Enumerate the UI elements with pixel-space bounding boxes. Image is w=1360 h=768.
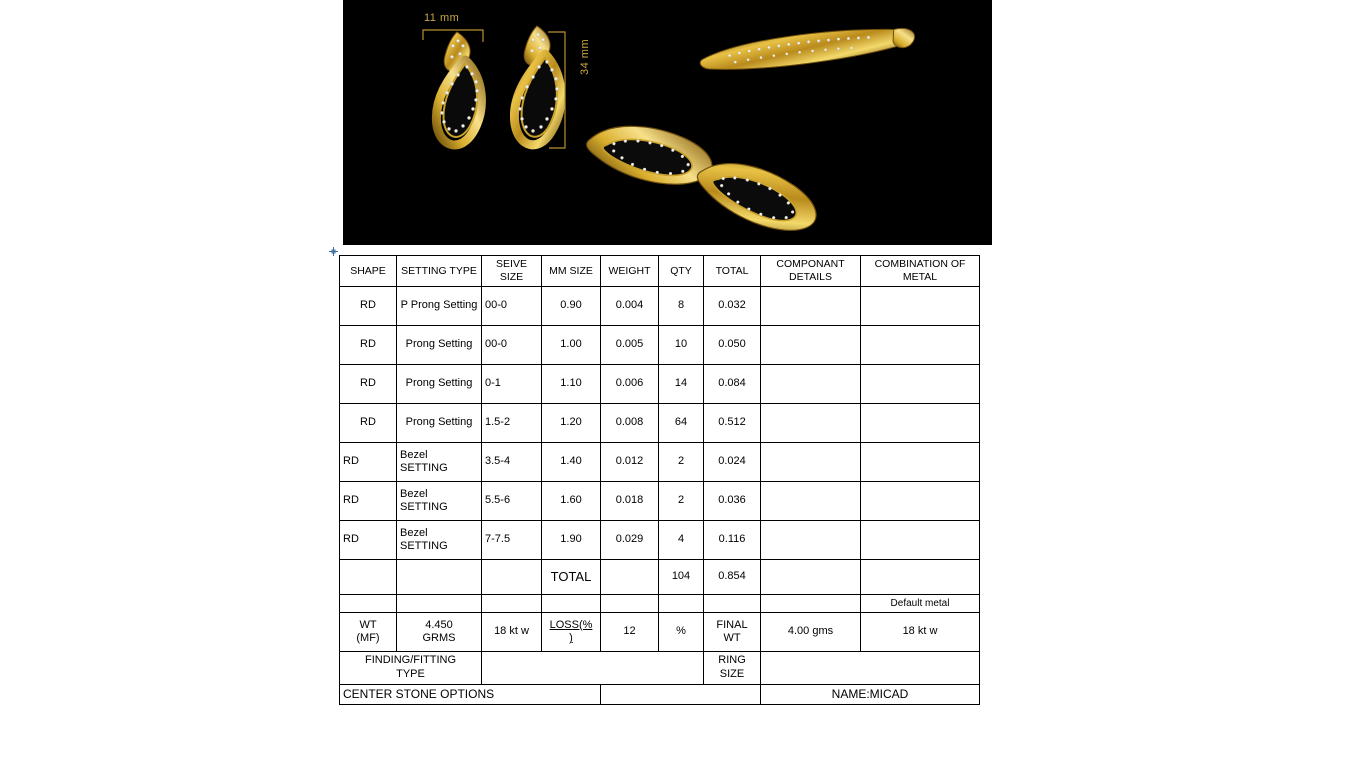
total-sum: 0.854 [704, 560, 761, 595]
cell-componant-details [761, 365, 861, 404]
cell-mm-size: 1.10 [542, 365, 601, 404]
wt-karat: 18 kt w [482, 613, 542, 652]
cell-weight: 0.005 [601, 326, 659, 365]
ring-size-value[interactable] [761, 652, 980, 685]
spec-table [339, 255, 980, 705]
cell-seive-size: 0-1 [482, 365, 542, 404]
table-row [340, 443, 980, 482]
table-row [340, 365, 980, 404]
cell-combination-metal [861, 521, 980, 560]
cell-total: 0.116 [704, 521, 761, 560]
center-stone-options-value[interactable] [601, 684, 761, 704]
total-row-blank-weight [601, 560, 659, 595]
cell-componant-details [761, 482, 861, 521]
default-metal-blank-1 [340, 595, 397, 613]
dimension-label-height: 34 mm [579, 38, 591, 75]
table-row [340, 482, 980, 521]
default-metal-blank-5 [601, 595, 659, 613]
cell-weight: 0.018 [601, 482, 659, 521]
cell-seive-size: 3.5-4 [482, 443, 542, 482]
cell-mm-size: 1.20 [542, 404, 601, 443]
cell-total: 0.032 [704, 287, 761, 326]
default-metal-note: Default metal [861, 595, 980, 613]
table-row [340, 404, 980, 443]
cell-setting-type: Bezel SETTING [397, 521, 482, 560]
total-row-blank-setting [397, 560, 482, 595]
table-header-row [340, 256, 980, 287]
cell-shape: RD [340, 521, 397, 560]
default-metal-blank-3 [482, 595, 542, 613]
cell-combination-metal [861, 404, 980, 443]
percent-symbol: % [659, 613, 704, 652]
col-header-seive-size: SEIVE SIZE [482, 256, 542, 287]
cell-mm-size: 1.00 [542, 326, 601, 365]
cell-seive-size: 1.5-2 [482, 404, 542, 443]
table-footer-row [340, 684, 980, 704]
cell-weight: 0.012 [601, 443, 659, 482]
loss-percent-value: 12 [601, 613, 659, 652]
cell-shape: RD [340, 326, 397, 365]
cell-setting-type: Bezel SETTING [397, 482, 482, 521]
cell-setting-type: Prong Setting [397, 326, 482, 365]
move-cross-icon [329, 247, 338, 256]
cell-mm-size: 1.60 [542, 482, 601, 521]
center-stone-options-label: CENTER STONE OPTIONS [340, 684, 601, 704]
table-row [340, 521, 980, 560]
cell-combination-metal [861, 365, 980, 404]
spec-table-wrapper [339, 255, 979, 705]
finding-fitting-label: FINDING/FITTING TYPE [340, 652, 482, 685]
col-header-shape: SHAPE [340, 256, 397, 287]
wt-grams: 4.450 GRMS [397, 613, 482, 652]
cell-qty: 14 [659, 365, 704, 404]
default-metal-blank-4 [542, 595, 601, 613]
render-svg [343, 0, 992, 245]
jewelry-render-image [343, 0, 992, 245]
cell-seive-size: 7-7.5 [482, 521, 542, 560]
cell-total: 0.050 [704, 326, 761, 365]
total-label: TOTAL [542, 560, 601, 595]
final-wt-label: FINAL WT [704, 613, 761, 652]
cell-total: 0.024 [704, 443, 761, 482]
cell-seive-size: 5.5-6 [482, 482, 542, 521]
cell-setting-type: Bezel SETTING [397, 443, 482, 482]
cell-mm-size: 0.90 [542, 287, 601, 326]
col-header-componant-details: COMPONANT DETAILS [761, 256, 861, 287]
cell-setting-type: Prong Setting [397, 404, 482, 443]
cell-qty: 2 [659, 482, 704, 521]
col-header-total: TOTAL [704, 256, 761, 287]
cell-mm-size: 1.90 [542, 521, 601, 560]
cell-componant-details [761, 404, 861, 443]
cell-combination-metal [861, 326, 980, 365]
cell-shape: RD [340, 482, 397, 521]
cell-seive-size: 00-0 [482, 326, 542, 365]
cell-setting-type: Prong Setting [397, 365, 482, 404]
col-header-combination-of-metal: COMBINATION OF METAL [861, 256, 980, 287]
table-finding-row [340, 652, 980, 685]
col-header-mm-size: MM SIZE [542, 256, 601, 287]
total-row-blank-shape [340, 560, 397, 595]
cell-qty: 8 [659, 287, 704, 326]
cell-qty: 2 [659, 443, 704, 482]
final-metal-value: 18 kt w [861, 613, 980, 652]
final-wt-value: 4.00 gms [761, 613, 861, 652]
col-header-setting-type: SETTING TYPE [397, 256, 482, 287]
cell-qty: 10 [659, 326, 704, 365]
wt-mf-label: WT (MF) [340, 613, 397, 652]
cell-componant-details [761, 521, 861, 560]
cell-qty: 64 [659, 404, 704, 443]
col-header-qty: QTY [659, 256, 704, 287]
col-header-weight: WEIGHT [601, 256, 659, 287]
total-qty: 104 [659, 560, 704, 595]
default-metal-blank-7 [704, 595, 761, 613]
total-row-blank-combination [861, 560, 980, 595]
dimension-label-width: 11 mm [424, 12, 460, 24]
cell-seive-size: 00-0 [482, 287, 542, 326]
cell-shape: RD [340, 404, 397, 443]
table-row [340, 326, 980, 365]
cell-combination-metal [861, 482, 980, 521]
cell-combination-metal [861, 287, 980, 326]
finding-fitting-value[interactable] [482, 652, 704, 685]
cell-componant-details [761, 287, 861, 326]
cell-weight: 0.006 [601, 365, 659, 404]
cell-componant-details [761, 443, 861, 482]
cell-total: 0.084 [704, 365, 761, 404]
object-move-handle[interactable] [329, 247, 338, 256]
default-metal-blank-6 [659, 595, 704, 613]
name-field: NAME:MICAD [761, 684, 980, 704]
loss-percent-label: LOSS(% ) [542, 613, 601, 652]
default-metal-blank-8 [761, 595, 861, 613]
cell-shape: RD [340, 443, 397, 482]
table-row [340, 287, 980, 326]
cell-setting-type: P Prong Setting [397, 287, 482, 326]
cell-shape: RD [340, 287, 397, 326]
cell-qty: 4 [659, 521, 704, 560]
cell-total: 0.512 [704, 404, 761, 443]
cell-mm-size: 1.40 [542, 443, 601, 482]
cell-weight: 0.004 [601, 287, 659, 326]
cell-combination-metal [861, 443, 980, 482]
cell-weight: 0.029 [601, 521, 659, 560]
cell-shape: RD [340, 365, 397, 404]
total-row-blank-componant [761, 560, 861, 595]
cell-weight: 0.008 [601, 404, 659, 443]
table-default-metal-row [340, 595, 980, 613]
cell-total: 0.036 [704, 482, 761, 521]
table-wt-row [340, 613, 980, 652]
ring-size-label: RING SIZE [704, 652, 761, 685]
default-metal-blank-2 [397, 595, 482, 613]
cell-componant-details [761, 326, 861, 365]
total-row-blank-seive [482, 560, 542, 595]
table-total-row [340, 560, 980, 595]
